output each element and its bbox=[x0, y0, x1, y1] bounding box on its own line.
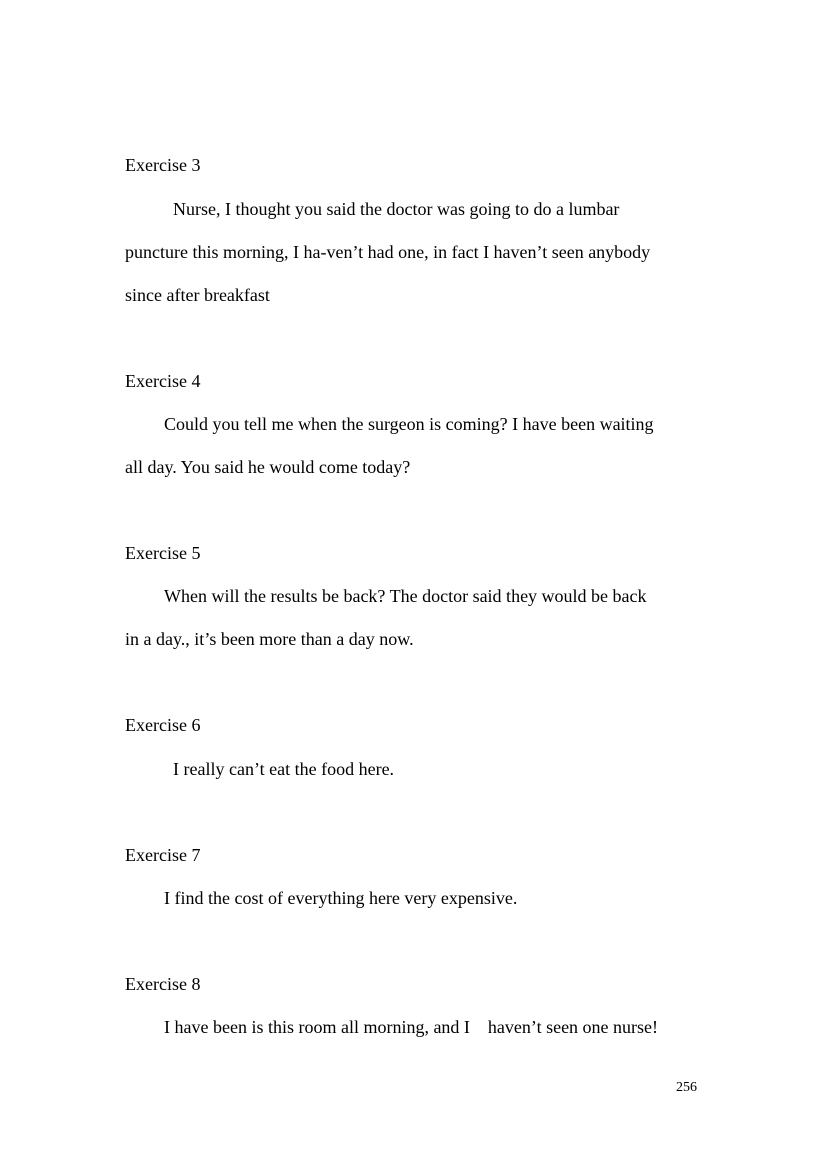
exercise-3-line-2: puncture this morning, I ha-ven’t had one, in fact I haven’t seen anybody bbox=[125, 242, 651, 262]
exercise-5-line-1: When will the results be back? The doctor said they would be back bbox=[164, 586, 647, 606]
exercise-3-line-3: since after breakfast bbox=[125, 285, 270, 305]
exercise-4-heading: Exercise 4 bbox=[125, 371, 201, 391]
page-number: 256 bbox=[676, 1080, 697, 1095]
exercise-4-line-2: all day. You said he would come today? bbox=[125, 457, 411, 477]
exercise-3-line-1: Nurse, I thought you said the doctor was going to do a lumbar bbox=[173, 199, 620, 219]
exercise-4-line-1: Could you tell me when the surgeon is coming? I have been waiting bbox=[164, 414, 654, 434]
exercise-5-heading: Exercise 5 bbox=[125, 543, 201, 563]
exercise-6-heading: Exercise 6 bbox=[125, 715, 201, 735]
exercise-6-line-1: I really can’t eat the food here. bbox=[173, 759, 395, 779]
exercise-7-line-1: I find the cost of everything here very expensive. bbox=[164, 888, 518, 908]
exercise-7-heading: Exercise 7 bbox=[125, 845, 201, 865]
exercise-3-heading: Exercise 3 bbox=[125, 155, 201, 175]
exercise-8-line-1: I have been is this room all morning, and I haven’t seen one nurse! bbox=[164, 1017, 659, 1037]
exercise-8-heading: Exercise 8 bbox=[125, 974, 201, 994]
exercise-5-line-2: in a day., it’s been more than a day now. bbox=[125, 629, 414, 649]
